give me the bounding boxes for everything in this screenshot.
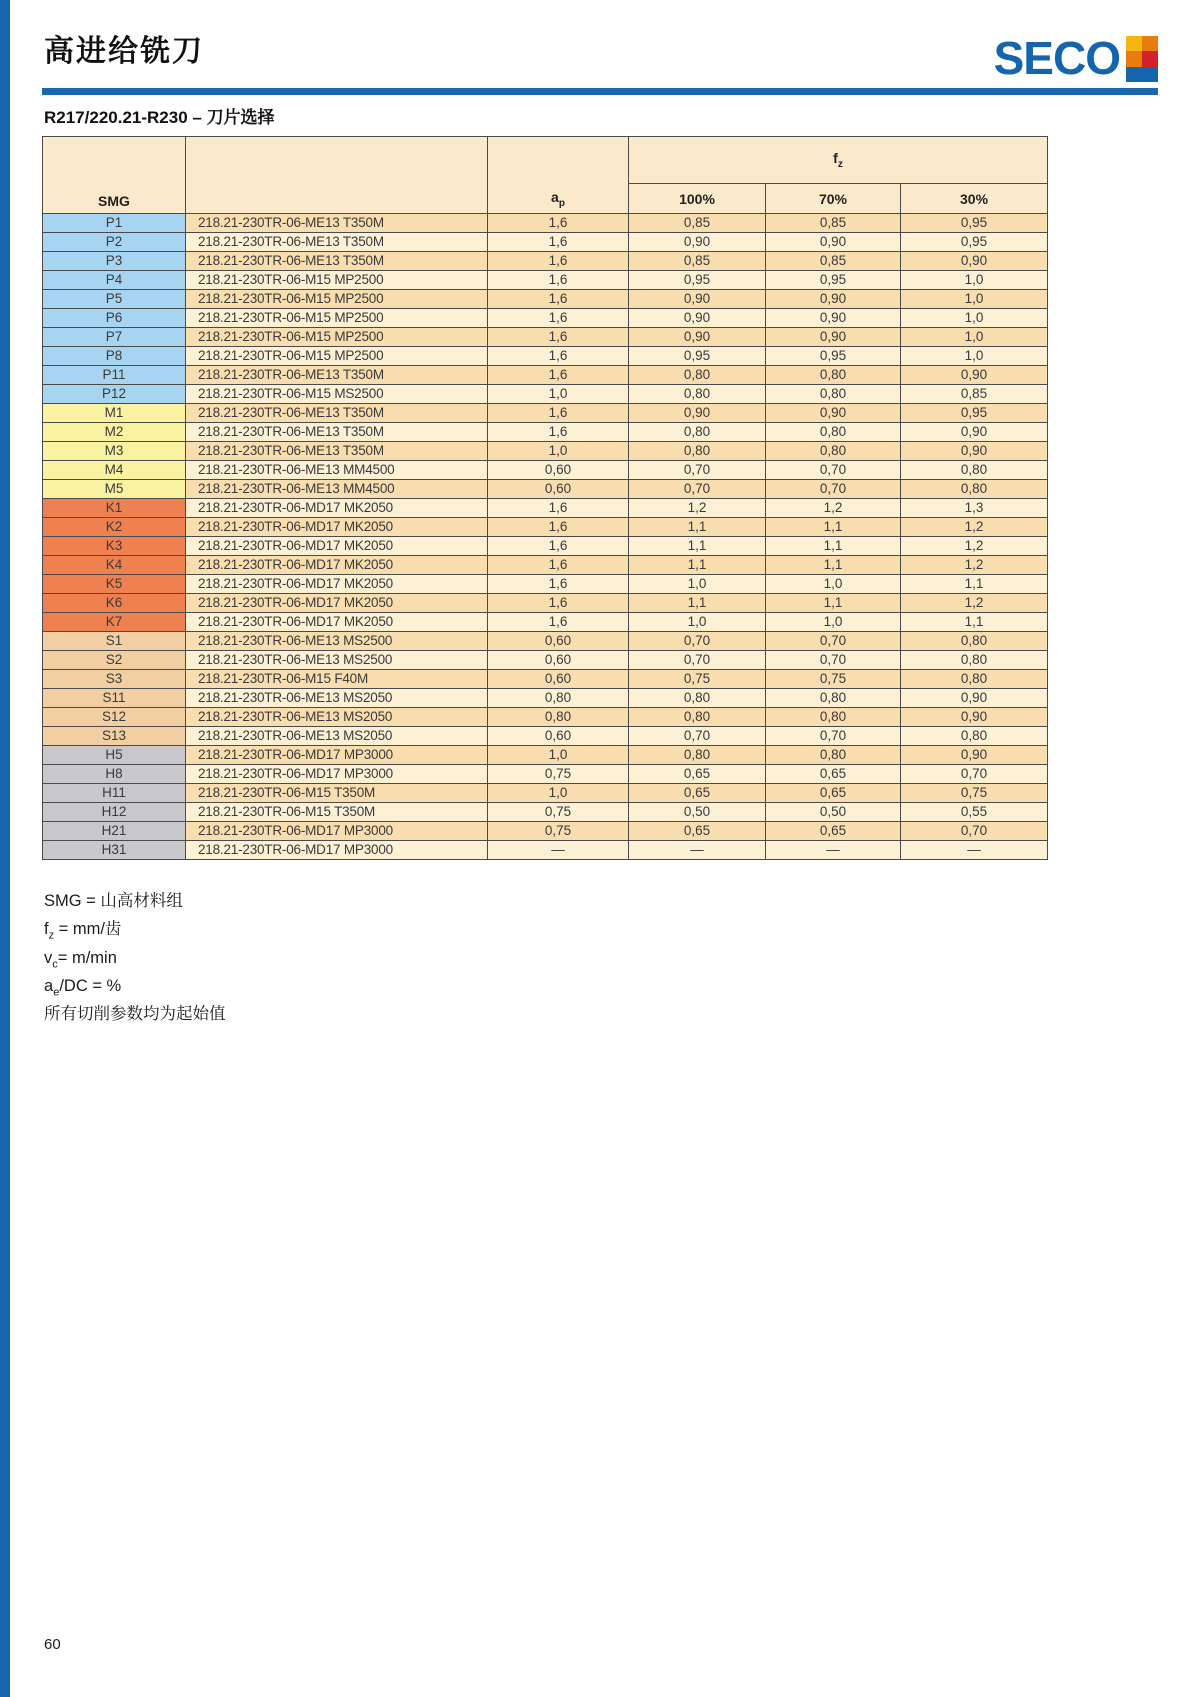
fz-70-cell: 0,65 <box>766 822 901 841</box>
fz-70-cell: 1,0 <box>766 613 901 632</box>
column-header-fz: $f_z$ <box>629 137 1048 184</box>
ap-cell: — <box>488 841 629 860</box>
fz-70-cell: 0,70 <box>766 727 901 746</box>
section-title: R217/220.21-R230 – 刀片选择 <box>44 108 275 127</box>
ap-cell: 1,6 <box>488 252 629 271</box>
fz-70-cell: 0,90 <box>766 328 901 347</box>
designation-cell: 218.21-230TR-06-M15 T350M <box>186 803 488 822</box>
ap-cell: 0,60 <box>488 461 629 480</box>
seco-logo <box>993 32 1158 84</box>
smg-cell: H12 <box>43 803 186 822</box>
smg-cell: P8 <box>43 347 186 366</box>
smg-cell: P4 <box>43 271 186 290</box>
smg-cell: S2 <box>43 651 186 670</box>
fz-30-cell: 0,80 <box>901 632 1048 651</box>
designation-cell: 218.21-230TR-06-MD17 MK2050 <box>186 556 488 575</box>
smg-cell: S12 <box>43 708 186 727</box>
fz-70-cell: 0,85 <box>766 252 901 271</box>
table-row <box>43 423 1048 442</box>
fz-70-cell: 0,80 <box>766 689 901 708</box>
column-header-smg: SMG <box>43 137 186 214</box>
fz-30-cell: 0,80 <box>901 461 1048 480</box>
fz-70-cell: 0,80 <box>766 366 901 385</box>
ap-cell: 1,0 <box>488 784 629 803</box>
table-row <box>43 651 1048 670</box>
smg-cell: M5 <box>43 480 186 499</box>
designation-cell: 218.21-230TR-06-ME13 MS2050 <box>186 708 488 727</box>
ap-cell: 0,60 <box>488 480 629 499</box>
fz-70-cell: 0,75 <box>766 670 901 689</box>
fz-100-cell: 0,90 <box>629 328 766 347</box>
designation-cell: 218.21-230TR-06-ME13 MM4500 <box>186 461 488 480</box>
column-header-fz-30: 30% <box>901 184 1048 214</box>
fz-30-cell: 0,95 <box>901 214 1048 233</box>
fz-30-cell: 1,2 <box>901 594 1048 613</box>
fz-70-cell: 1,1 <box>766 556 901 575</box>
designation-cell: 218.21-230TR-06-ME13 MS2500 <box>186 651 488 670</box>
fz-70-cell: 0,70 <box>766 461 901 480</box>
ap-cell: 1,6 <box>488 271 629 290</box>
fz-30-cell: 1,0 <box>901 309 1048 328</box>
fz-100-cell: 0,95 <box>629 347 766 366</box>
smg-cell: H5 <box>43 746 186 765</box>
designation-cell: 218.21-230TR-06-M15 MP2500 <box>186 309 488 328</box>
fz-100-cell: 0,80 <box>629 689 766 708</box>
fz-30-cell: 1,1 <box>901 575 1048 594</box>
fz-70-cell: 0,90 <box>766 404 901 423</box>
fz-30-cell: 0,95 <box>901 233 1048 252</box>
smg-cell: M3 <box>43 442 186 461</box>
footnote-smg: SMG = 山高材料组 <box>44 892 183 910</box>
fz-100-cell: 0,90 <box>629 290 766 309</box>
fz-30-cell: 1,2 <box>901 518 1048 537</box>
fz-70-cell: 0,95 <box>766 347 901 366</box>
ap-cell: 1,0 <box>488 746 629 765</box>
fz-30-cell: 0,80 <box>901 480 1048 499</box>
table-row <box>43 233 1048 252</box>
page-title: 高进给铣刀 <box>44 34 204 69</box>
ap-cell: 0,75 <box>488 822 629 841</box>
fz-30-cell: 1,0 <box>901 347 1048 366</box>
fz-70-cell: 0,70 <box>766 480 901 499</box>
table-row <box>43 556 1048 575</box>
fz-70-cell: 0,65 <box>766 784 901 803</box>
ap-cell: 1,6 <box>488 404 629 423</box>
ap-cell: 0,80 <box>488 689 629 708</box>
designation-cell: 218.21-230TR-06-ME13 MS2050 <box>186 689 488 708</box>
fz-100-cell: 0,75 <box>629 670 766 689</box>
table-row <box>43 537 1048 556</box>
fz-70-cell: 1,1 <box>766 537 901 556</box>
table-row <box>43 480 1048 499</box>
column-header-designation <box>186 137 488 214</box>
smg-cell: M4 <box>43 461 186 480</box>
ap-cell: 1,6 <box>488 366 629 385</box>
page-edge-accent-bar <box>0 0 10 1697</box>
designation-cell: 218.21-230TR-06-ME13 MM4500 <box>186 480 488 499</box>
fz-100-cell: 0,70 <box>629 651 766 670</box>
fz-100-cell: 0,80 <box>629 708 766 727</box>
designation-cell: 218.21-230TR-06-MD17 MK2050 <box>186 594 488 613</box>
fz-30-cell: 1,0 <box>901 271 1048 290</box>
ap-cell: 0,60 <box>488 727 629 746</box>
smg-cell: P1 <box>43 214 186 233</box>
smg-cell: H21 <box>43 822 186 841</box>
ap-cell: 1,6 <box>488 518 629 537</box>
fz-100-cell: 0,50 <box>629 803 766 822</box>
ap-cell: 1,6 <box>488 423 629 442</box>
smg-cell: K6 <box>43 594 186 613</box>
designation-cell: 218.21-230TR-06-MD17 MP3000 <box>186 841 488 860</box>
fz-100-cell: 0,95 <box>629 271 766 290</box>
designation-cell: 218.21-230TR-06-ME13 T350M <box>186 252 488 271</box>
table-row <box>43 309 1048 328</box>
table-row <box>43 575 1048 594</box>
fz-70-cell: 0,80 <box>766 708 901 727</box>
fz-30-cell: 0,80 <box>901 670 1048 689</box>
smg-cell: P5 <box>43 290 186 309</box>
designation-cell: 218.21-230TR-06-ME13 T350M <box>186 442 488 461</box>
fz-70-cell: 0,90 <box>766 290 901 309</box>
fz-70-cell: 0,65 <box>766 765 901 784</box>
fz-30-cell: 0,90 <box>901 746 1048 765</box>
designation-cell: 218.21-230TR-06-M15 MP2500 <box>186 347 488 366</box>
fz-100-cell: — <box>629 841 766 860</box>
column-header-ap: $a_p$ <box>488 137 629 214</box>
smg-cell: K5 <box>43 575 186 594</box>
fz-30-cell: 1,0 <box>901 328 1048 347</box>
fz-70-cell: 0,95 <box>766 271 901 290</box>
table-row <box>43 328 1048 347</box>
table-row <box>43 252 1048 271</box>
designation-cell: 218.21-230TR-06-ME13 T350M <box>186 404 488 423</box>
table-row <box>43 214 1048 233</box>
fz-30-cell: 0,80 <box>901 651 1048 670</box>
table-row <box>43 708 1048 727</box>
fz-30-cell: 0,90 <box>901 423 1048 442</box>
insert-selection-table <box>42 136 1048 860</box>
footnote-starting-values: 所有切削参数均为起始值 <box>44 1005 226 1024</box>
fz-70-cell: 1,0 <box>766 575 901 594</box>
table-row <box>43 594 1048 613</box>
ap-cell: 1,0 <box>488 442 629 461</box>
fz-30-cell: 0,80 <box>901 727 1048 746</box>
fz-70-cell: 0,85 <box>766 214 901 233</box>
smg-cell: H11 <box>43 784 186 803</box>
ap-cell: 0,60 <box>488 632 629 651</box>
smg-cell: P2 <box>43 233 186 252</box>
designation-cell: 218.21-230TR-06-ME13 T350M <box>186 214 488 233</box>
fz-30-cell: 1,3 <box>901 499 1048 518</box>
footnote-ae-dc: $a_e/DC$ = % <box>44 976 122 999</box>
smg-cell: S13 <box>43 727 186 746</box>
fz-100-cell: 0,70 <box>629 480 766 499</box>
fz-70-cell: 1,2 <box>766 499 901 518</box>
seco-logo-text: SECO <box>993 32 1120 84</box>
fz-30-cell: 0,55 <box>901 803 1048 822</box>
fz-100-cell: 1,1 <box>629 537 766 556</box>
header-divider-rule <box>42 88 1158 95</box>
smg-cell: M1 <box>43 404 186 423</box>
fz-100-cell: 1,1 <box>629 518 766 537</box>
designation-cell: 218.21-230TR-06-M15 MP2500 <box>186 328 488 347</box>
ap-cell: 1,6 <box>488 290 629 309</box>
fz-70-cell: 0,70 <box>766 651 901 670</box>
designation-cell: 218.21-230TR-06-MD17 MK2050 <box>186 575 488 594</box>
fz-70-cell: 0,80 <box>766 423 901 442</box>
ap-cell: 0,60 <box>488 670 629 689</box>
table-row <box>43 499 1048 518</box>
seco-logo-cube-icon <box>1126 36 1158 82</box>
table-row <box>43 613 1048 632</box>
fz-100-cell: 1,2 <box>629 499 766 518</box>
fz-70-cell: 1,1 <box>766 518 901 537</box>
fz-30-cell: — <box>901 841 1048 860</box>
ap-cell: 1,6 <box>488 233 629 252</box>
designation-cell: 218.21-230TR-06-MD17 MP3000 <box>186 746 488 765</box>
footnotes <box>44 890 226 1031</box>
fz-70-cell: 0,90 <box>766 233 901 252</box>
smg-cell: P6 <box>43 309 186 328</box>
fz-100-cell: 0,80 <box>629 366 766 385</box>
table-row <box>43 366 1048 385</box>
ap-cell: 1,6 <box>488 347 629 366</box>
table-row <box>43 632 1048 651</box>
fz-30-cell: 0,90 <box>901 366 1048 385</box>
table-row <box>43 841 1048 860</box>
fz-100-cell: 0,70 <box>629 727 766 746</box>
table-row <box>43 689 1048 708</box>
designation-cell: 218.21-230TR-06-ME13 T350M <box>186 423 488 442</box>
table-row <box>43 271 1048 290</box>
ap-cell: 1,6 <box>488 575 629 594</box>
fz-30-cell: 0,70 <box>901 765 1048 784</box>
fz-30-cell: 0,95 <box>901 404 1048 423</box>
fz-100-cell: 0,90 <box>629 233 766 252</box>
ap-cell: 1,6 <box>488 594 629 613</box>
fz-30-cell: 0,90 <box>901 708 1048 727</box>
table-row <box>43 290 1048 309</box>
fz-100-cell: 0,80 <box>629 385 766 404</box>
ap-cell: 1,6 <box>488 613 629 632</box>
fz-70-cell: 0,80 <box>766 442 901 461</box>
designation-cell: 218.21-230TR-06-MD17 MK2050 <box>186 518 488 537</box>
designation-cell: 218.21-230TR-06-ME13 MS2500 <box>186 632 488 651</box>
smg-cell: K3 <box>43 537 186 556</box>
fz-30-cell: 1,1 <box>901 613 1048 632</box>
designation-cell: 218.21-230TR-06-M15 T350M <box>186 784 488 803</box>
fz-100-cell: 0,65 <box>629 822 766 841</box>
smg-cell: S3 <box>43 670 186 689</box>
fz-100-cell: 1,1 <box>629 594 766 613</box>
ap-cell: 1,6 <box>488 214 629 233</box>
column-header-fz-100: 100% <box>629 184 766 214</box>
designation-cell: 218.21-230TR-06-ME13 T350M <box>186 366 488 385</box>
fz-100-cell: 0,65 <box>629 784 766 803</box>
designation-cell: 218.21-230TR-06-ME13 T350M <box>186 233 488 252</box>
fz-100-cell: 1,1 <box>629 556 766 575</box>
smg-cell: K1 <box>43 499 186 518</box>
fz-100-cell: 1,0 <box>629 613 766 632</box>
designation-cell: 218.21-230TR-06-MD17 MP3000 <box>186 822 488 841</box>
fz-70-cell: 0,50 <box>766 803 901 822</box>
fz-100-cell: 0,80 <box>629 746 766 765</box>
designation-cell: 218.21-230TR-06-M15 MS2500 <box>186 385 488 404</box>
smg-cell: P11 <box>43 366 186 385</box>
fz-30-cell: 1,2 <box>901 556 1048 575</box>
fz-30-cell: 0,85 <box>901 385 1048 404</box>
fz-100-cell: 0,70 <box>629 461 766 480</box>
ap-cell: 0,80 <box>488 708 629 727</box>
smg-cell: P12 <box>43 385 186 404</box>
fz-100-cell: 0,85 <box>629 214 766 233</box>
ap-cell: 1,6 <box>488 556 629 575</box>
smg-cell: K4 <box>43 556 186 575</box>
fz-30-cell: 1,0 <box>901 290 1048 309</box>
smg-cell: P3 <box>43 252 186 271</box>
footnote-vc: $v_c= m/\min$ <box>44 948 117 970</box>
footnote-fz: $f_z = mm/$齿 <box>44 920 122 942</box>
fz-30-cell: 0,70 <box>901 822 1048 841</box>
table-row <box>43 461 1048 480</box>
fz-70-cell: 0,70 <box>766 632 901 651</box>
fz-70-cell: 0,80 <box>766 746 901 765</box>
insert-table-body <box>43 214 1048 860</box>
fz-100-cell: 0,90 <box>629 309 766 328</box>
table-row <box>43 822 1048 841</box>
ap-cell: 1,0 <box>488 385 629 404</box>
smg-cell: P7 <box>43 328 186 347</box>
table-row <box>43 404 1048 423</box>
fz-70-cell: — <box>766 841 901 860</box>
column-header-fz-70: 70% <box>766 184 901 214</box>
fz-100-cell: 0,80 <box>629 442 766 461</box>
ap-cell: 0,75 <box>488 803 629 822</box>
ap-cell: 1,6 <box>488 537 629 556</box>
fz-30-cell: 0,90 <box>901 689 1048 708</box>
designation-cell: 218.21-230TR-06-ME13 MS2050 <box>186 727 488 746</box>
fz-100-cell: 0,85 <box>629 252 766 271</box>
table-row <box>43 765 1048 784</box>
fz-70-cell: 0,90 <box>766 309 901 328</box>
designation-cell: 218.21-230TR-06-M15 F40M <box>186 670 488 689</box>
table-row <box>43 518 1048 537</box>
ap-cell: 1,6 <box>488 499 629 518</box>
smg-cell: S1 <box>43 632 186 651</box>
ap-cell: 0,60 <box>488 651 629 670</box>
designation-cell: 218.21-230TR-06-MD17 MK2050 <box>186 613 488 632</box>
fz-100-cell: 0,70 <box>629 632 766 651</box>
table-row <box>43 442 1048 461</box>
smg-cell: H31 <box>43 841 186 860</box>
table-row <box>43 385 1048 404</box>
ap-cell: 1,6 <box>488 309 629 328</box>
designation-cell: 218.21-230TR-06-M15 MP2500 <box>186 290 488 309</box>
table-row <box>43 803 1048 822</box>
smg-cell: K7 <box>43 613 186 632</box>
smg-cell: S11 <box>43 689 186 708</box>
smg-cell: H8 <box>43 765 186 784</box>
fz-70-cell: 0,80 <box>766 385 901 404</box>
smg-cell: K2 <box>43 518 186 537</box>
table-row <box>43 347 1048 366</box>
fz-100-cell: 0,80 <box>629 423 766 442</box>
page-number: 60 <box>44 1636 61 1653</box>
designation-cell: 218.21-230TR-06-MD17 MK2050 <box>186 499 488 518</box>
fz-30-cell: 1,2 <box>901 537 1048 556</box>
designation-cell: 218.21-230TR-06-M15 MP2500 <box>186 271 488 290</box>
fz-30-cell: 0,90 <box>901 442 1048 461</box>
table-row <box>43 784 1048 803</box>
ap-cell: 0,75 <box>488 765 629 784</box>
fz-70-cell: 1,1 <box>766 594 901 613</box>
ap-cell: 1,6 <box>488 328 629 347</box>
fz-100-cell: 1,0 <box>629 575 766 594</box>
smg-cell: M2 <box>43 423 186 442</box>
table-row <box>43 727 1048 746</box>
fz-100-cell: 0,65 <box>629 765 766 784</box>
designation-cell: 218.21-230TR-06-MD17 MK2050 <box>186 537 488 556</box>
fz-30-cell: 0,75 <box>901 784 1048 803</box>
fz-100-cell: 0,90 <box>629 404 766 423</box>
table-row <box>43 746 1048 765</box>
fz-30-cell: 0,90 <box>901 252 1048 271</box>
designation-cell: 218.21-230TR-06-MD17 MP3000 <box>186 765 488 784</box>
table-row <box>43 670 1048 689</box>
